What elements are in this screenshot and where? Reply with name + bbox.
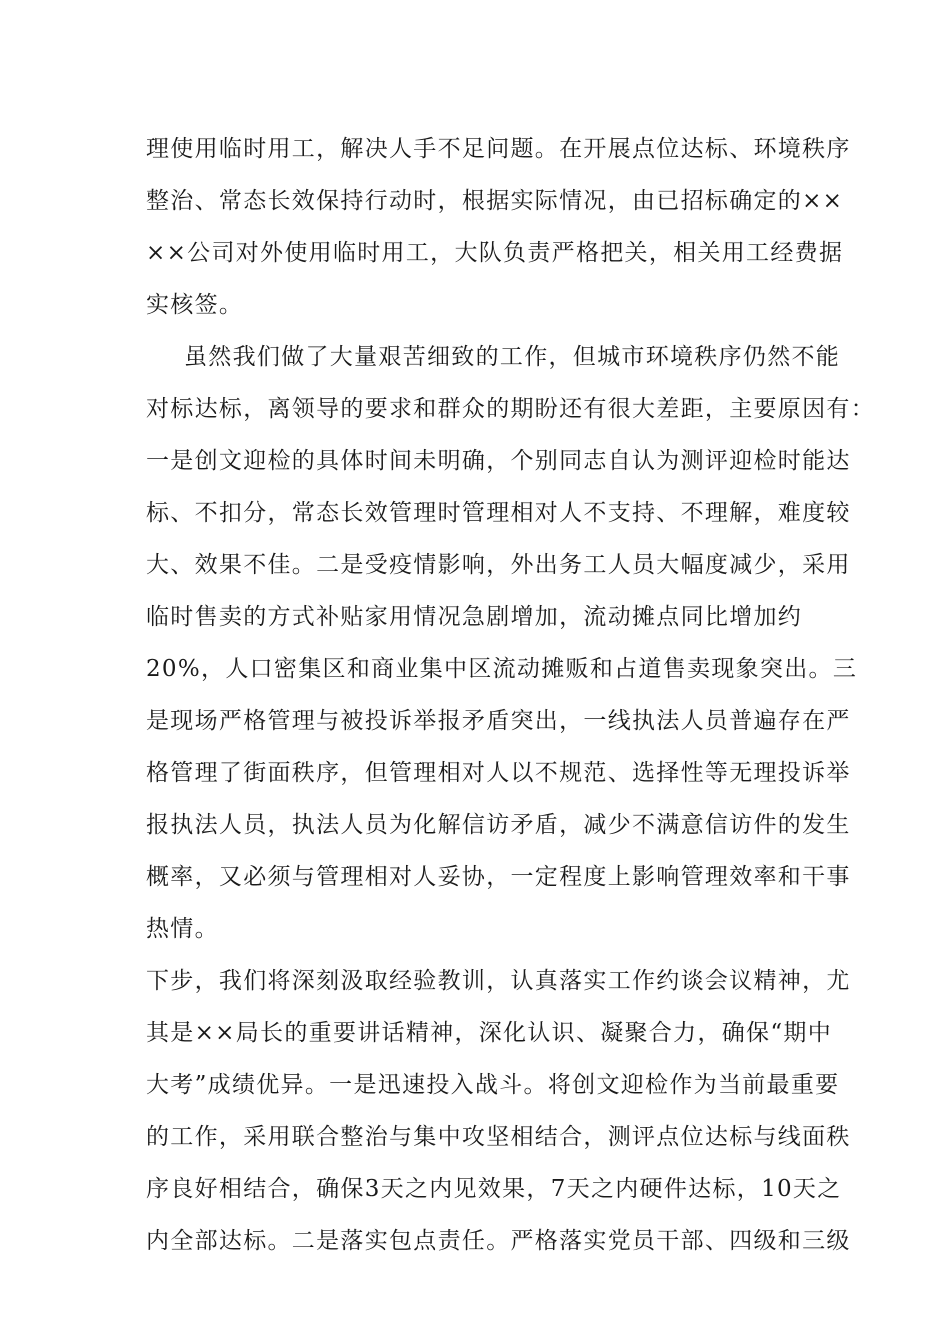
text-line: 实核签。 <box>146 292 244 318</box>
text-line: 理使用临时用工，解决人手不足问题。在开展点位达标、环境秩序 <box>146 136 851 162</box>
text-line: 报执法人员，执法人员为化解信访矛盾，减少不满意信访件的发生 <box>146 812 851 838</box>
text-line: 大、效果不佳。二是受疫情影响，外出务工人员大幅度减少，采用 <box>146 552 851 578</box>
text-line: 一是创文迎检的具体时间未明确，个别同志自认为测评迎检时能达 <box>146 448 851 474</box>
text-line: 序良好相结合，确保3天之内见效果，7天之内硬件达标，10天之 <box>146 1176 842 1202</box>
text-line: 对标达标，离领导的要求和群众的期盼还有很大差距，主要原因有： <box>146 396 875 422</box>
text-line: 热情。 <box>146 916 219 942</box>
text-line: 概率，又必须与管理相对人妥协，一定程度上影响管理效率和干事 <box>146 864 851 890</box>
text-line: 的工作，采用联合整治与集中攻坚相结合，测评点位达标与线面秩 <box>146 1124 851 1150</box>
text-line: 是现场严格管理与被投诉举报矛盾突出，一线执法人员普遍存在严 <box>146 708 851 734</box>
paragraph-first-line: 虽然我们做了大量艰苦细致的工作，但城市环境秩序仍然不能 <box>184 344 841 370</box>
text-line: 格管理了街面秩序，但管理相对人以不规范、选择性等无理投诉举 <box>146 760 851 786</box>
text-line: 大考”成绩优异。一是迅速投入战斗。将创文迎检作为当前最重要 <box>146 1072 840 1098</box>
text-line: 20%，人口密集区和商业集中区流动摊贩和占道售卖现象突出。三 <box>146 656 858 682</box>
text-line: 内全部达标。二是落实包点责任。严格落实党员干部、四级和三级 <box>146 1228 851 1254</box>
text-line: 其是××局长的重要讲话精神，深化认识、凝聚合力，确保“期中 <box>146 1020 833 1046</box>
text-line: 标、不扣分，常态长效管理时管理相对人不支持、不理解，难度较 <box>146 500 851 526</box>
text-line: 整治、常态长效保持行动时，根据实际情况，由已招标确定的×× <box>146 188 844 214</box>
paragraph-first-line: 下步，我们将深刻汲取经验教训，认真落实工作约谈会议精神，尤 <box>146 968 851 994</box>
text-line: 临时售卖的方式补贴家用情况急剧增加，流动摊点同比增加约 <box>146 604 803 630</box>
text-line: ××公司对外使用临时用工，大队负责严格把关，相关用工经费据 <box>146 240 844 266</box>
